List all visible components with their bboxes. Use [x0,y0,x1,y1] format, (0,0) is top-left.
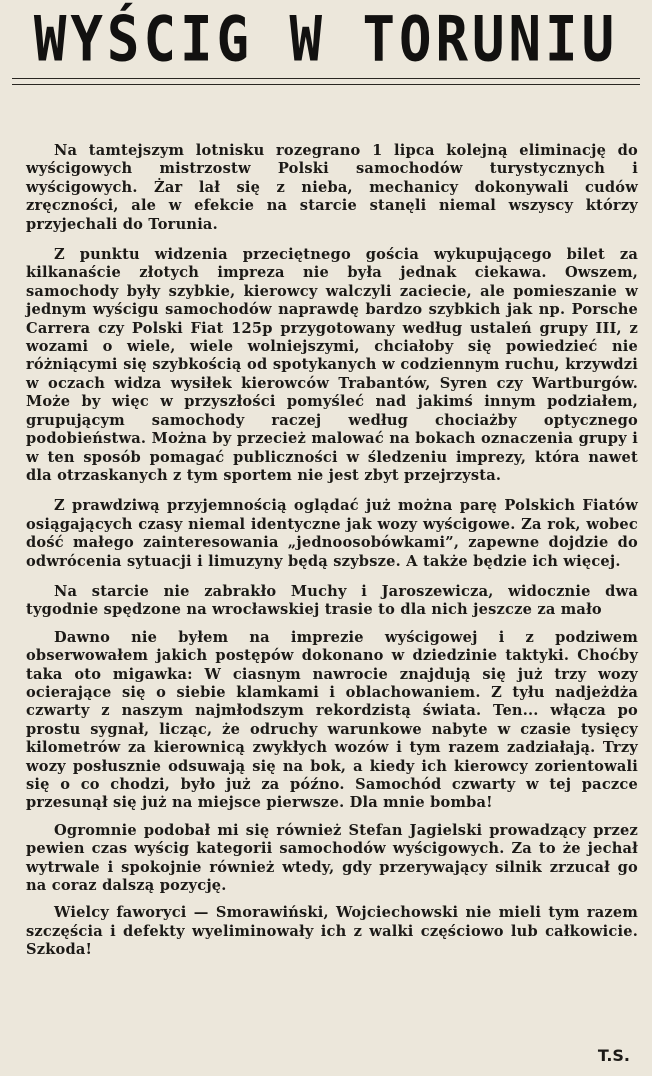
paragraph-4: Na starcie nie zabrakło Muchy i Jaroszewicza, widocznie dwa tygodnie spędzone na wrocławskiej trasie to dla nich jeszcze za mało [26,582,638,619]
author-signature: T.S. [597,1046,630,1065]
paragraph-3: Z prawdziwą przyjemnością oglądać już można parę Polskich Fiatów osiągających czasy niemal identyczne jak wozy wyścigowe. Za rok, wobec dość małego zainteresowania „jednoosobówkami”, zapewne dojdzie do odwrócenia sytuacji i limuzyny będą szybsze. A także będzie ich więcej. [26,497,638,570]
paragraph-1: Na tamtejszym lotnisku rozegrano 1 lipca kolejną eliminację do wyścigowych mistrzostw Polski samochodów turystycznych i wyścigowych. Żar lał się z nieba, mechanicy dokonywali cudów zręczności, ale w efekcie na starcie stanęli niemal wszyscy którzy przyjechali do Torunia. [26,142,638,233]
paragraph-7: Wielcy faworyci — Smorawiński, Wojciechowski nie mieli tym razem szczęścia i defekty wyeliminowały ich z walki częściowo lub całkowicie. Szkoda! [26,904,638,959]
paragraph-5: Dawno nie byłem na imprezie wyścigowej i z podziwem obserwowałem jakich postępów dokonano w dziedzinie taktyki. Choćby taka oto migawka: W ciasnym nawrocie znajdują się już trzy wozy ocierające się o siebie klamkami i oblachowaniem. Z tyłu nadjeżdża czwarty z naszym najmłodszym rekordzistą świata. Ten... włącza po prostu sygnał, licząc, że odruchy warunkowe nabyte w czasie tysięcy kilometrów za kierownicą zwykłych wozów i tym razem zadziałają. Trzy wozy posłusznie odsuwają się na bok, a kiedy ich kierowcy zorientowali się o co chodzi, było już za późno. Samochód czwarty w tej paczce przesunął się już na miejsce pierwsze. Dla mnie bomba! [26,628,638,812]
headline-rule-lower [12,84,640,85]
paragraph-2: Z punktu widzenia przeciętnego gościa wykupującego bilet za kilkanaście złotych impreza nie była jednak ciekawa. Owszem, samochody były szybkie, kierowcy walczyli zaciecie, ale pomieszanie w jednym wyścigu samochodów naprawdę bardzo szybkich jak np. Porsche Carrera czy Polski Fiat 125p przygotowany według ustaleń grupy III, z wozami o wiele, wiele wolniejszymi, chciałoby się powiedzieć nie różniącymi się szybkością od spotykanych w codziennym ruchu, krzywdzi w oczach widza wysiłek kierowców Trabantów, Syren czy Wartburgów. Może by więc w przyszłości pomyśleć nad jakimś innym podziałem, grupującym samochody raczej według chociażby optycznego podobieństwa. Można by przecież malować na bokach oznaczenia grupy i w ten sposób pomagać publiczności w śledzeniu imprezy, która nawet dla otrzaskanych z tym sportem nie jest zbyt przejrzysta. [26,246,638,484]
headline-rule [12,78,640,79]
paragraph-6: Ogromnie podobał mi się również Stefan Jagielski prowadzący przez pewien czas wyścig kategorii samochodów wyścigowych. Za to że jechał wytrwale i spokojnie również wtedy, gdy przerywający silnik zrzucał go na coraz dalszą pozycję. [26,821,638,895]
article-body [26,142,638,969]
headline: WYŚCIG W TORUNIU [33,2,619,76]
